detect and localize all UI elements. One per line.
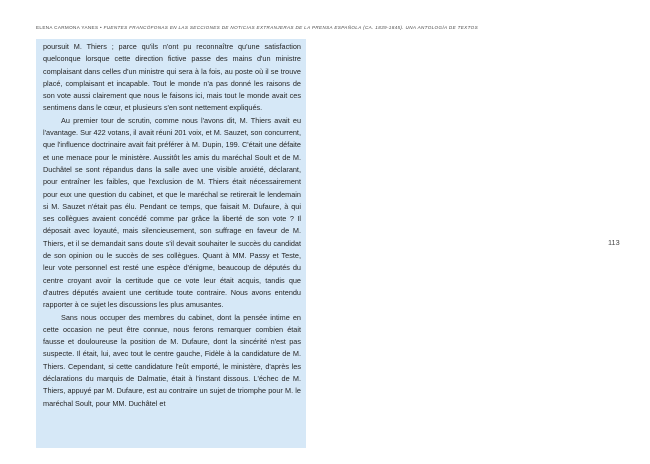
paragraph-2: Au premier tour de scrutin, comme nous l'avons dit, M. Thiers avait eu l'avantage. Sur 422 votans, il avait réuni 201 voix, et M. Sauzet, son concurrent, que l'influence doctrinaire avait fait préférer à M. Dupin, 199. C'était une défaite et une menace pour le ministère. Aussitôt les amis du maréchal Soult et de M. Duchâtel se sont répandus dans la salle avec une visible anxiété, déclarant, pour entraîner les faibles, que l'exclusion de M. Thiers était nécessairement pour eux une question du cabinet, et que le maréchal se retirerait le lendemain si M. Sauzet n'était pas élu. Pendant ce temps, que faisait M. Dufaure, à qui ses collègues avaient concédé comme par grâce la liberté de son vote ? Il déposait avec loyauté, mais silencieusement, son suffrage en faveur de M. Thiers, et il se demandait sans doute s'il devait souhaiter le succès du candidat de son opinion ou le succès de ses collègues. Quant à MM. Passy et Teste, leur vote personnel est resté une espèce d'énigme, beaucoup de députés du centre croyant avoir la certitude que ce vote leur était acquis, tandis que d'autres députés avaient une certitude toute contraire. Nous avons entendu rapporter à ce sujet les discussions les plus amusantes.: [43, 115, 301, 310]
highlighted-text-block: [36, 39, 306, 448]
page-number: 113: [608, 238, 620, 247]
header-separator: •: [98, 25, 104, 30]
paragraph-1: poursuit M. Thiers ; parce qu'ils n'ont pu reconnaître qu'une satisfaction quelconque lorsque cette direction fictive passe des mains d'un ministre complaisant dans celles d'un ministre qui sera à la fois, au poste où il se trouve placé, complaisant et incapable. Tout le monde n'a pas donné les raisons de son vote aussi clairement que nous le faisons ici, mais tout le monde avait ces sentimens dans le cœur, et plusieurs s'en sont nettement expliqués.: [43, 42, 301, 113]
running-header: [36, 25, 596, 30]
header-book-title: FUENTES FRANCÓFONAS EN LAS SECCIONES DE NOTICIAS EXTRANJERAS DE LA PRENSA ESPAÑOLA (CA. 1839-1845). UNA ANTOLOGÍA DE TEXTOS: [103, 25, 478, 30]
paragraph-3: Sans nous occuper des membres du cabinet, dont la pensée intime en cette occasion ne peut être connue, nous ferons remarquer combien était fausse et douloureuse la position de M. Dufaure, dont la sincérité n'est pas suspecte. Il était, lui, avec tout le centre gauche, Fidèle à la candidature de M. Thiers. Cependant, si cette candidature l'eût emporté, le ministère, d'après les déclarations du marquis de Dalmatie, était à l'instant dissous. L'échec de M. Thiers, appuyé par M. Dufaure, est au contraire un sujet de triomphe pour M. le maréchal Soult, pour MM. Duchâtel et: [43, 312, 301, 408]
header-author: ELENA CARMONA YANES: [36, 25, 99, 30]
